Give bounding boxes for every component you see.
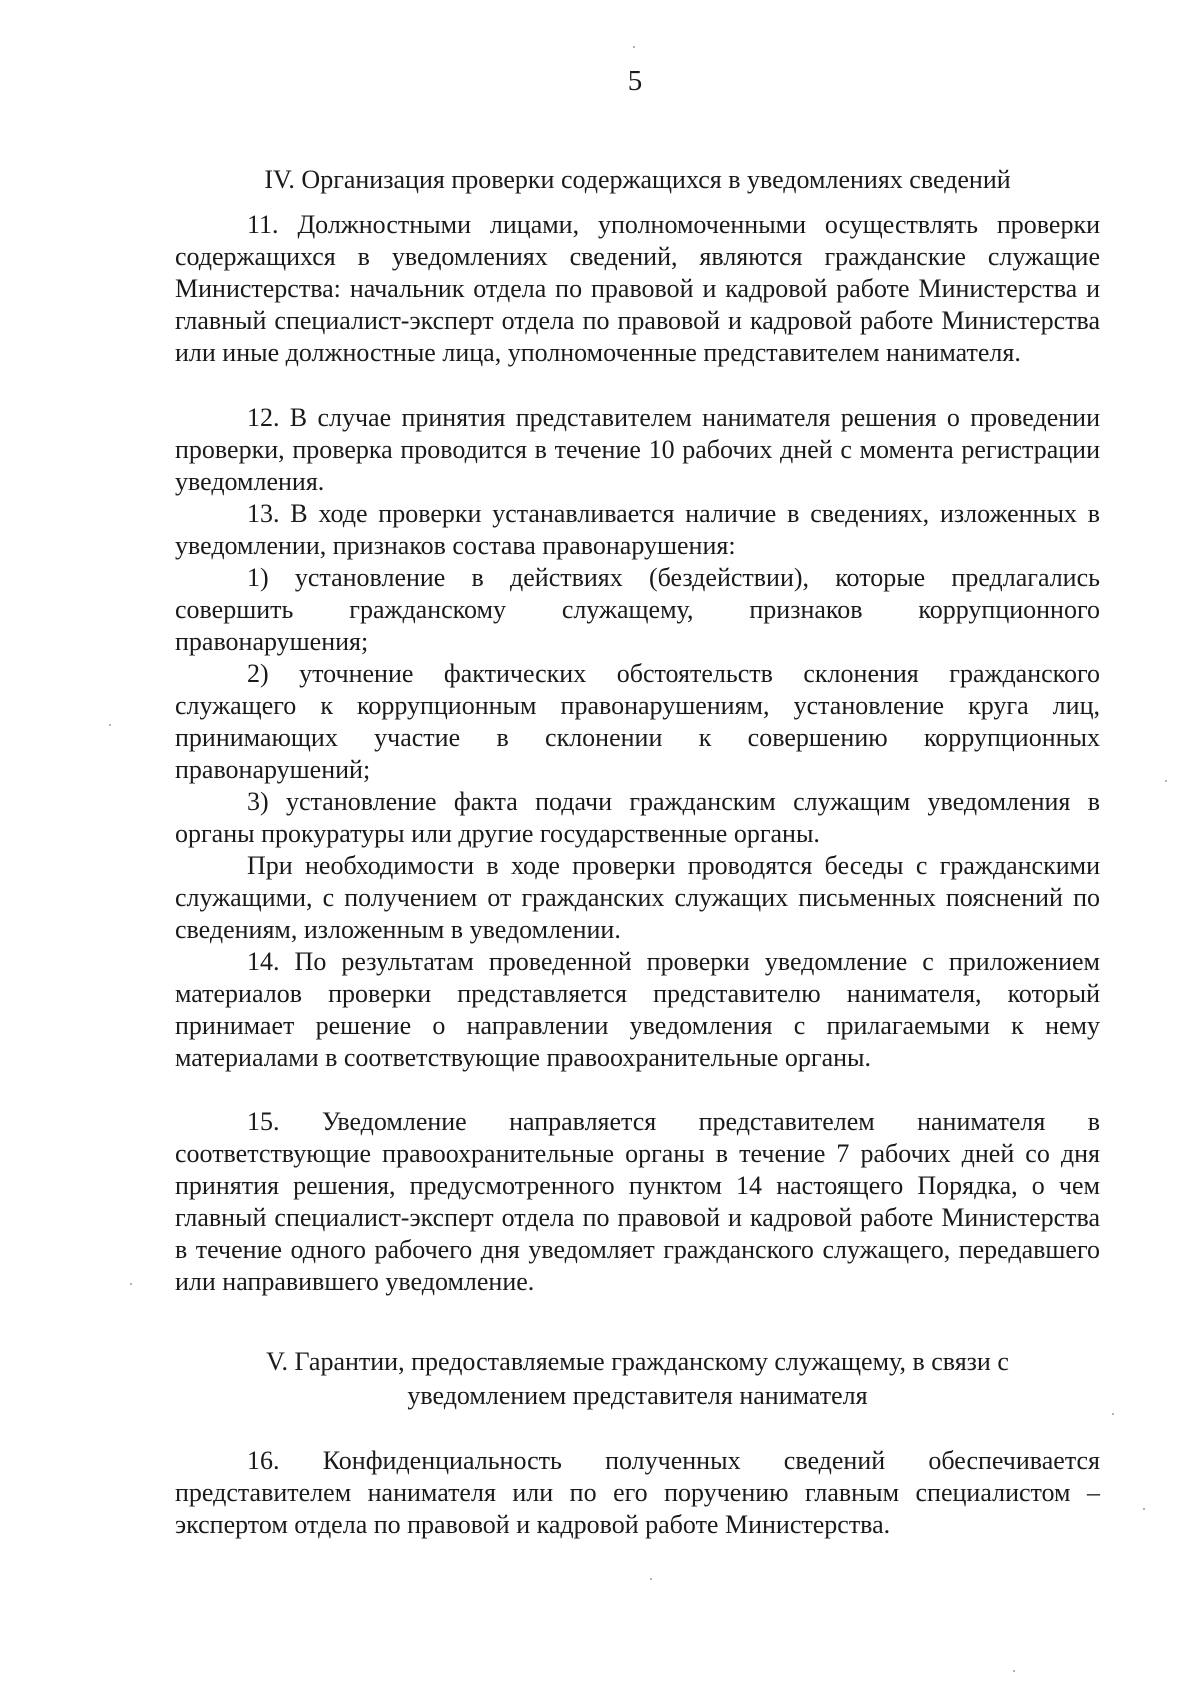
paragraph-11: 11. Должностными лицами, уполномоченными осуществлять проверки содержащихся в уведомлениях сведений, являются гражданские служащие Министерства: начальник отдела по правовой и кадровой работе Министерства и главный специалист-эксперт отдела по правовой и кадровой работе Министерства или иные должностные лица, уполномоченные представителем нанимателя. xyxy=(175,210,1100,367)
scan-speck xyxy=(1112,1413,1114,1415)
scan-speck xyxy=(633,46,635,48)
section-5-heading-line2: уведомлением представителя нанимателя xyxy=(407,1381,868,1410)
section-5-heading xyxy=(175,1345,1100,1413)
section-5-heading-line1: V. Гарантии, предоставляемые гражданскому служащему, в связи с xyxy=(266,1347,1009,1376)
paragraph-15: 15. Уведомление направляется представителем нанимателя в соответствующие правоохранительные органы в течение 7 рабочих дней со дня принятия решения, предусмотренного пунктом 14 настоящего Порядка, о чем главный специалист-эксперт отдела по правовой и кадровой работе Министерства в течение одного рабочего дня уведомляет гражданского служащего, передавшего или направившего уведомление. xyxy=(175,1107,1100,1296)
paragraph-13: 13. В ходе проверки устанавливается наличие в сведениях, изложенных в уведомлении, признаков состава правонарушения: xyxy=(175,499,1100,560)
section-4-heading: IV. Организация проверки содержащихся в уведомлениях сведений xyxy=(264,165,1011,194)
scan-speck xyxy=(1143,1508,1145,1510)
list-item-1: 1) установление в действиях (бездействии), которые предлагались совершить гражданскому служащему, признаков коррупционного правонарушения; xyxy=(175,563,1100,656)
paragraph-conversations: При необходимости в ходе проверки проводятся беседы с гражданскими служащими, с получением от гражданских служащих письменных пояснений по сведениям, изложенным в уведомлении. xyxy=(175,851,1100,944)
list-item-3: 3) установление факта подачи гражданским служащим уведомления в органы прокуратуры или другие государственные органы. xyxy=(175,787,1100,848)
scan-speck xyxy=(650,1578,652,1580)
scan-speck xyxy=(130,1283,132,1285)
list-item-2: 2) уточнение фактических обстоятельств склонения гражданского служащего к коррупционным правонарушениям, установление круга лиц, принимающих участие в склонении к совершению коррупционных правонарушений; xyxy=(175,659,1100,784)
paragraph-14: 14. По результатам проведенной проверки уведомление с приложением материалов проверки представляется представителю нанимателя, который принимает решение о направлении уведомления с прилагаемыми к нему материалами в соответствующие правоохранительные органы. xyxy=(175,947,1100,1072)
scan-speck xyxy=(109,724,111,726)
paragraph-12: 12. В случае принятия представителем нанимателя решения о проведении проверки, проверка проводится в течение 10 рабочих дней с момента регистрации уведомления. xyxy=(175,403,1100,496)
scan-speck xyxy=(1165,780,1167,782)
page-number: 5 xyxy=(627,65,643,97)
paragraph-16: 16. Конфиденциальность полученных сведений обеспечивается представителем нанимателя или по его поручению главным специалистом – экспертом отдела по правовой и кадровой работе Министерства. xyxy=(175,1446,1100,1539)
scan-speck xyxy=(1013,1670,1015,1672)
